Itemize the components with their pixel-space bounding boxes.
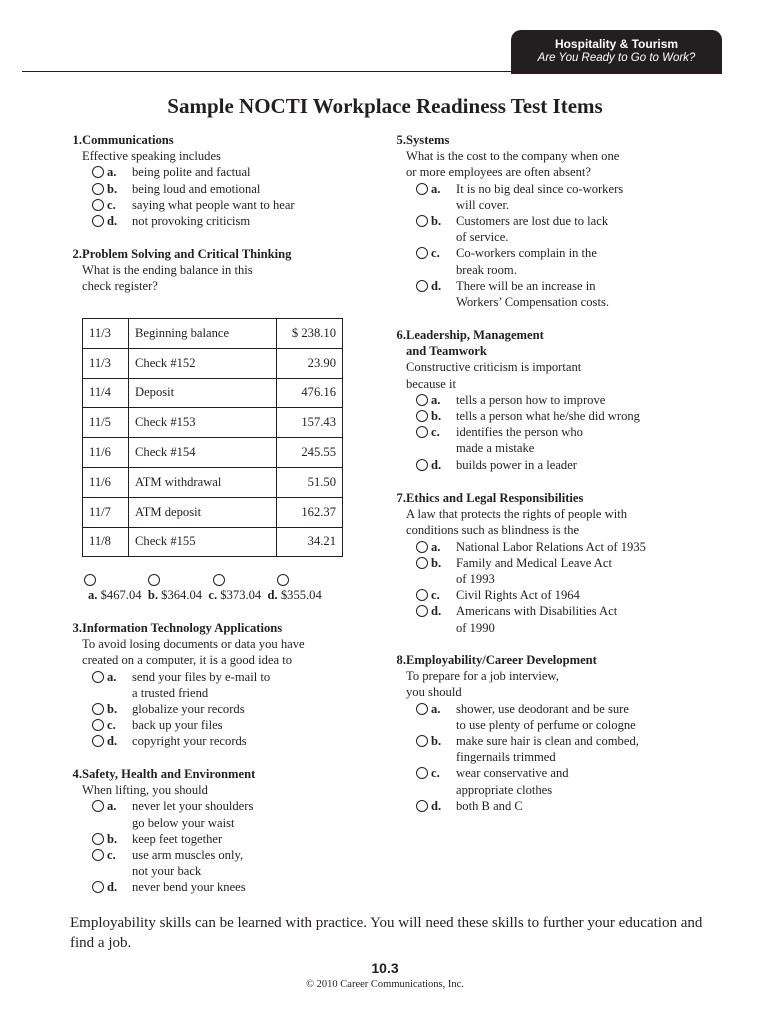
answer-option-a[interactable] bbox=[82, 164, 295, 180]
register-description: ATM withdrawal bbox=[129, 467, 277, 497]
radio-circle-icon[interactable] bbox=[416, 394, 428, 406]
answer-value-a[interactable]: $467.04 bbox=[100, 588, 142, 602]
question-prompt: because it bbox=[406, 376, 456, 391]
answer-option-b[interactable] bbox=[406, 733, 639, 765]
option-letter: d. bbox=[431, 604, 442, 619]
option-text: of 1990 bbox=[456, 620, 495, 635]
radio-circle-icon[interactable] bbox=[416, 541, 428, 553]
option-letter: a. bbox=[88, 588, 98, 602]
question-prompt: Constructive criticism is important bbox=[406, 360, 582, 375]
radio-circle-icon[interactable] bbox=[92, 719, 104, 731]
register-date: 11/8 bbox=[83, 527, 129, 557]
radio-circle-icon[interactable] bbox=[148, 574, 160, 586]
question-prompt: What is the ending balance in this bbox=[82, 263, 253, 278]
question-title: Communications bbox=[82, 133, 174, 147]
question-5 bbox=[380, 132, 623, 310]
option-text: Civil Rights Act of 1964 bbox=[456, 588, 580, 603]
option-text: made a mistake bbox=[456, 441, 535, 456]
option-text: not provoking criticism bbox=[132, 214, 251, 229]
answer-option-b[interactable] bbox=[82, 831, 255, 847]
footer-note: Employability skills can be learned with practice. You will need these skills to further your education and find a job. bbox=[70, 915, 703, 951]
radio-circle-icon[interactable] bbox=[416, 183, 428, 195]
option-text: copyright your records bbox=[132, 734, 247, 749]
radio-circle-icon[interactable] bbox=[416, 557, 428, 569]
header-subtitle: Are You Ready to Go to Work? bbox=[537, 52, 696, 64]
option-letter: b. bbox=[431, 734, 442, 749]
question-prompt: you should bbox=[406, 685, 462, 700]
option-letter: a. bbox=[107, 799, 117, 814]
option-letter: a. bbox=[431, 392, 441, 407]
register-date: 11/6 bbox=[83, 467, 129, 497]
register-amount: 162.37 bbox=[277, 497, 343, 527]
question-prompt: conditions such as blindness is the bbox=[406, 523, 580, 538]
table-row bbox=[83, 408, 343, 438]
answer-option-b[interactable] bbox=[82, 181, 295, 197]
option-text: builds power in a leader bbox=[456, 457, 577, 472]
option-letter: d. bbox=[431, 798, 442, 813]
register-description: Check #154 bbox=[129, 438, 277, 468]
register-date: 11/7 bbox=[83, 497, 129, 527]
option-letter: c. bbox=[431, 588, 440, 603]
answer-value-b[interactable]: $364.04 bbox=[161, 588, 203, 602]
option-letter: d. bbox=[107, 880, 118, 895]
question-prompt: or more employees are often absent? bbox=[406, 165, 591, 180]
option-text: being polite and factual bbox=[132, 165, 251, 180]
register-description: Check #155 bbox=[129, 527, 277, 557]
radio-circle-icon[interactable] bbox=[277, 574, 289, 586]
answer-option-c[interactable] bbox=[82, 197, 295, 213]
answer-option-b[interactable] bbox=[82, 701, 305, 717]
option-letter: c. bbox=[431, 425, 440, 440]
option-letter: b. bbox=[431, 555, 442, 570]
radio-circle-icon[interactable] bbox=[416, 247, 428, 259]
register-date: 11/4 bbox=[83, 378, 129, 408]
answer-value-c[interactable]: $373.04 bbox=[220, 588, 262, 602]
question-6 bbox=[380, 327, 640, 473]
answer-option-b[interactable] bbox=[406, 555, 646, 587]
option-text: fingernails trimmed bbox=[456, 750, 556, 765]
table-row bbox=[83, 497, 343, 527]
option-letter: d. bbox=[431, 278, 442, 293]
radio-circle-icon[interactable] bbox=[416, 459, 428, 471]
option-letter: b. bbox=[107, 831, 118, 846]
question-number: 6. bbox=[396, 328, 406, 342]
option-text: Workers’ Compensation costs. bbox=[456, 295, 609, 310]
answer-option-d[interactable] bbox=[406, 798, 639, 814]
option-text: send your files by e-mail to bbox=[132, 669, 271, 684]
option-text: of service. bbox=[456, 230, 509, 245]
register-date: 11/6 bbox=[83, 438, 129, 468]
radio-circle-icon[interactable] bbox=[92, 881, 104, 893]
answer-option-a[interactable] bbox=[406, 392, 640, 408]
option-letter: b. bbox=[147, 588, 158, 602]
register-amount: 245.55 bbox=[277, 438, 343, 468]
table-row bbox=[83, 378, 343, 408]
question-title: Safety, Health and Environment bbox=[82, 767, 256, 781]
option-text: Family and Medical Leave Act bbox=[456, 555, 612, 570]
answer-option-a[interactable] bbox=[406, 539, 646, 555]
answer-option-a[interactable] bbox=[406, 701, 639, 733]
question-2 bbox=[56, 246, 291, 295]
radio-circle-icon[interactable] bbox=[84, 574, 96, 586]
answer-option-d[interactable] bbox=[82, 733, 305, 749]
option-letter: b. bbox=[431, 409, 442, 424]
option-letter: c. bbox=[431, 766, 440, 781]
register-amount: 51.50 bbox=[277, 467, 343, 497]
header-category: Hospitality & Tourism bbox=[554, 37, 679, 51]
option-letter: d. bbox=[267, 588, 278, 602]
table-row bbox=[83, 438, 343, 468]
option-text: back up your files bbox=[132, 718, 223, 733]
radio-circle-icon[interactable] bbox=[416, 280, 428, 292]
option-text: never let your shoulders bbox=[132, 799, 254, 814]
option-text: being loud and emotional bbox=[132, 181, 261, 196]
option-letter: b. bbox=[107, 702, 118, 717]
option-letter: a. bbox=[107, 669, 117, 684]
option-text: to use plenty of perfume or cologne bbox=[456, 717, 636, 732]
radio-circle-icon[interactable] bbox=[92, 671, 104, 683]
option-text: will cover. bbox=[456, 197, 510, 212]
radio-circle-icon[interactable] bbox=[416, 605, 428, 617]
option-letter: c. bbox=[107, 197, 116, 212]
option-text: Americans with Disabilities Act bbox=[456, 604, 618, 619]
option-text: go below your waist bbox=[132, 815, 235, 830]
radio-circle-icon[interactable] bbox=[416, 215, 428, 227]
option-text: keep feet together bbox=[132, 831, 223, 846]
answer-option-c[interactable] bbox=[406, 587, 646, 603]
radio-circle-icon[interactable] bbox=[92, 215, 104, 227]
option-text: It is no big deal since co-workers bbox=[456, 181, 624, 196]
table-row bbox=[83, 467, 343, 497]
question-title: and Teamwork bbox=[406, 344, 487, 359]
radio-circle-icon[interactable] bbox=[92, 199, 104, 211]
option-letter: c. bbox=[431, 246, 440, 261]
question-7 bbox=[380, 490, 646, 636]
answer-option-a[interactable] bbox=[406, 181, 623, 213]
option-letter: b. bbox=[431, 214, 442, 229]
option-text: never bend your knees bbox=[132, 880, 246, 895]
answer-option-c[interactable] bbox=[406, 245, 623, 277]
answer-option-d[interactable] bbox=[406, 603, 646, 635]
radio-circle-icon[interactable] bbox=[92, 833, 104, 845]
option-text: appropriate clothes bbox=[456, 782, 553, 797]
register-description: ATM deposit bbox=[129, 497, 277, 527]
answer-option-d[interactable] bbox=[82, 879, 255, 895]
radio-circle-icon[interactable] bbox=[416, 426, 428, 438]
option-letter: a. bbox=[107, 165, 117, 180]
option-letter: a. bbox=[431, 701, 441, 716]
register-amount: 23.90 bbox=[277, 348, 343, 378]
option-text: There will be an increase in bbox=[456, 278, 596, 293]
option-text: tells a person what he/she did wrong bbox=[456, 409, 640, 424]
option-text: a trusted friend bbox=[132, 685, 209, 700]
radio-circle-icon[interactable] bbox=[92, 166, 104, 178]
question-1 bbox=[56, 132, 295, 229]
radio-circle-icon[interactable] bbox=[92, 703, 104, 715]
radio-circle-icon[interactable] bbox=[213, 574, 225, 586]
table-row bbox=[83, 348, 343, 378]
option-letter: a. bbox=[431, 539, 441, 554]
question-title: Systems bbox=[406, 133, 450, 147]
register-amount: 157.43 bbox=[277, 408, 343, 438]
answer-option-c[interactable] bbox=[82, 847, 255, 879]
option-text: tells a person how to improve bbox=[456, 392, 606, 407]
register-amount: $ 238.10 bbox=[277, 319, 343, 349]
question-title: Employability/Career Development bbox=[406, 653, 597, 667]
answer-option-b[interactable] bbox=[406, 408, 640, 424]
option-text: identifies the person who bbox=[456, 425, 583, 440]
option-text: shower, use deodorant and be sure bbox=[456, 701, 629, 716]
option-text: saying what people want to hear bbox=[132, 197, 295, 212]
answer-option-b[interactable] bbox=[406, 213, 623, 245]
register-date: 11/5 bbox=[83, 408, 129, 438]
question-number: 2. bbox=[72, 247, 82, 261]
radio-circle-icon[interactable] bbox=[416, 589, 428, 601]
page-title: Sample NOCTI Workplace Readiness Test Items bbox=[167, 94, 603, 118]
question-number: 5. bbox=[396, 133, 406, 147]
radio-circle-icon[interactable] bbox=[416, 735, 428, 747]
answer-option-d[interactable] bbox=[82, 213, 295, 229]
option-letter: c. bbox=[107, 848, 116, 863]
answer-value-d[interactable]: $355.04 bbox=[280, 588, 322, 602]
radio-circle-icon[interactable] bbox=[416, 800, 428, 812]
register-amount: 34.21 bbox=[277, 527, 343, 557]
header-tab bbox=[511, 30, 722, 74]
radio-circle-icon[interactable] bbox=[92, 735, 104, 747]
table-row bbox=[83, 527, 343, 557]
option-text: break room. bbox=[456, 262, 517, 277]
question-prompt: To avoid losing documents or data you have bbox=[82, 637, 305, 652]
answer-option-c[interactable] bbox=[406, 424, 640, 456]
answer-option-a[interactable] bbox=[82, 798, 255, 830]
register-date: 11/3 bbox=[83, 348, 129, 378]
option-letter: c. bbox=[107, 718, 116, 733]
question-prompt: What is the cost to the company when one bbox=[406, 149, 620, 164]
option-text: use arm muscles only, bbox=[132, 848, 244, 863]
table-row bbox=[83, 319, 343, 349]
answer-choices-row bbox=[88, 588, 322, 603]
answer-option-c[interactable] bbox=[82, 717, 305, 733]
radio-circle-icon[interactable] bbox=[416, 410, 428, 422]
option-text: Co-workers complain in the bbox=[456, 246, 597, 261]
answer-option-c[interactable] bbox=[406, 765, 639, 797]
option-letter: b. bbox=[107, 181, 118, 196]
question-number: 8. bbox=[396, 653, 406, 667]
register-date: 11/3 bbox=[83, 319, 129, 349]
question-prompt: When lifting, you should bbox=[82, 783, 208, 798]
answer-option-d[interactable] bbox=[406, 278, 623, 310]
option-text: globalize your records bbox=[132, 702, 245, 717]
question-prompt: To prepare for a job interview, bbox=[406, 669, 559, 684]
question-number: 7. bbox=[396, 491, 406, 505]
option-text: both B and C bbox=[456, 798, 523, 813]
question-3 bbox=[56, 620, 305, 750]
register-amount: 476.16 bbox=[277, 378, 343, 408]
question-prompt: Effective speaking includes bbox=[82, 149, 221, 164]
radio-circle-icon[interactable] bbox=[416, 767, 428, 779]
answer-option-d[interactable] bbox=[406, 457, 640, 473]
question-number: 1. bbox=[72, 133, 82, 147]
radio-circle-icon[interactable] bbox=[92, 849, 104, 861]
option-letter: a. bbox=[431, 181, 441, 196]
question-8 bbox=[380, 652, 639, 814]
copyright: © 2010 Career Communications, Inc. bbox=[306, 979, 464, 990]
option-text: wear conservative and bbox=[456, 766, 569, 781]
option-text: of 1993 bbox=[456, 572, 495, 587]
question-prompt: A law that protects the rights of people with bbox=[406, 507, 628, 522]
register-description: Check #153 bbox=[129, 408, 277, 438]
question-title: Problem Solving and Critical Thinking bbox=[82, 247, 292, 261]
question-title: Ethics and Legal Responsibilities bbox=[406, 491, 584, 505]
register-description: Beginning balance bbox=[129, 319, 277, 349]
question-4 bbox=[56, 766, 255, 896]
radio-circle-icon[interactable] bbox=[416, 703, 428, 715]
question-title: Information Technology Applications bbox=[82, 621, 283, 635]
option-letter: d. bbox=[107, 214, 118, 229]
question-title: Leadership, Management bbox=[406, 328, 544, 342]
option-text: Customers are lost due to lack bbox=[456, 214, 609, 229]
question-number: 4. bbox=[72, 767, 82, 781]
option-text: not your back bbox=[132, 864, 202, 879]
register-description: Check #152 bbox=[129, 348, 277, 378]
answer-option-a[interactable] bbox=[82, 669, 305, 701]
check-register-table bbox=[82, 318, 343, 557]
question-prompt: check register? bbox=[82, 279, 158, 294]
option-text: National Labor Relations Act of 1935 bbox=[456, 539, 646, 554]
radio-circle-icon[interactable] bbox=[92, 800, 104, 812]
option-letter: c. bbox=[208, 588, 218, 602]
radio-circle-icon[interactable] bbox=[92, 183, 104, 195]
page-number: 10.3 bbox=[371, 960, 399, 976]
register-description: Deposit bbox=[129, 378, 277, 408]
option-letter: d. bbox=[107, 734, 118, 749]
question-number: 3. bbox=[72, 621, 82, 635]
option-text: make sure hair is clean and combed, bbox=[456, 734, 639, 749]
question-prompt: created on a computer, it is a good idea to bbox=[82, 653, 293, 668]
option-letter: d. bbox=[431, 457, 442, 472]
